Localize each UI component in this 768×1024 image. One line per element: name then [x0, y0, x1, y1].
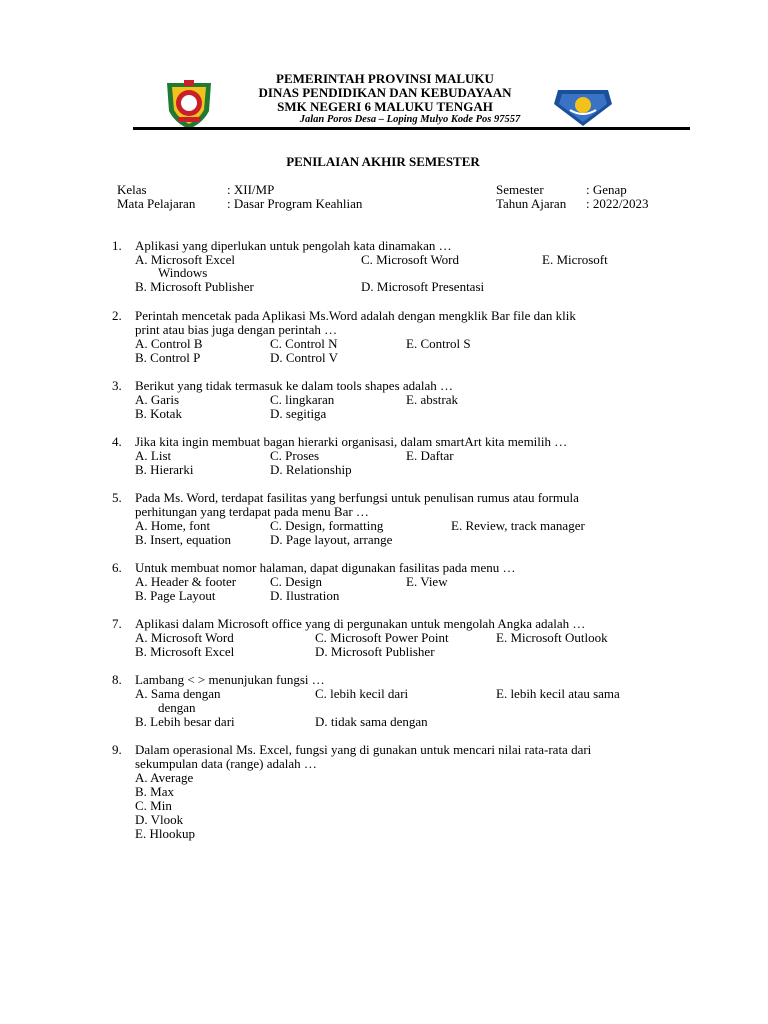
question-number: 9. — [112, 742, 122, 757]
option: C. Microsoft Word — [361, 252, 460, 267]
option: C. Min — [135, 798, 172, 813]
question-number: 6. — [112, 560, 122, 575]
option: B. Page Layout — [135, 588, 216, 603]
question-number: 1. — [112, 238, 122, 253]
mapel-label: Mata Pelajaran — [117, 196, 196, 211]
question-text: print atau bias juga dengan perintah … — [135, 322, 338, 337]
question-text: perhitungan yang terdapat pada menu Bar … — [135, 504, 369, 519]
question-text: Lambang < > menunjukan fungsi … — [135, 672, 325, 687]
option: B. Microsoft Publisher — [135, 279, 254, 294]
option: A. List — [135, 448, 172, 463]
option: B. Insert, equation — [135, 532, 232, 547]
header-line-1: PEMERINTAH PROVINSI MALUKU — [276, 71, 494, 86]
option: C. Control N — [270, 336, 338, 351]
option: D. tidak sama dengan — [315, 714, 428, 729]
question-text: Pada Ms. Word, terdapat fasilitas yang berfungsi untuk penulisan rumus atau formula — [135, 490, 579, 505]
question-text: Perintah mencetak pada Aplikasi Ms.Word adalah dengan mengklik Bar file dan klik — [135, 308, 576, 323]
option: A. Microsoft Excel — [135, 252, 236, 267]
option: B. Lebih besar dari — [135, 714, 235, 729]
option: E. lebih kecil atau sama — [496, 686, 620, 701]
province-logo — [163, 77, 215, 131]
option: D. Page layout, arrange — [270, 532, 393, 547]
question-number: 4. — [112, 434, 122, 449]
semester-value: : Genap — [586, 182, 627, 197]
option: C. Design, formatting — [270, 518, 384, 533]
question-number: 8. — [112, 672, 122, 687]
question-text: sekumpulan data (range) adalah … — [135, 756, 317, 771]
option: E. abstrak — [406, 392, 458, 407]
option: B. Control P — [135, 350, 201, 365]
header-divider — [133, 127, 690, 130]
option: C. Proses — [270, 448, 320, 463]
option: E. Microsoft — [542, 252, 608, 267]
option: A. Sama dengan — [135, 686, 221, 701]
option: D. Relationship — [270, 462, 352, 477]
option: B. Hierarki — [135, 462, 194, 477]
question-text: Aplikasi dalam Microsoft office yang di pergunakan untuk mengolah Angka adalah … — [135, 616, 586, 631]
option: E. Daftar — [406, 448, 454, 463]
header-line-3: SMK NEGERI 6 MALUKU TENGAH — [277, 99, 493, 114]
option: B. Kotak — [135, 406, 182, 421]
option: D. Ilustration — [270, 588, 340, 603]
option: E. View — [406, 574, 448, 589]
option: D. segitiga — [270, 406, 327, 421]
tahun-label: Tahun Ajaran — [496, 196, 567, 211]
option: D. Microsoft Presentasi — [361, 279, 485, 294]
option: D. Control V — [270, 350, 339, 365]
question-text: Untuk membuat nomor halaman, dapat digunakan fasilitas pada menu … — [135, 560, 516, 575]
option: C. lingkaran — [270, 392, 335, 407]
page-title: PENILAIAN AKHIR SEMESTER — [286, 154, 480, 169]
option: E. Hlookup — [135, 826, 195, 841]
option: E. Microsoft Outlook — [496, 630, 608, 645]
kelas-value: : XII/MP — [227, 182, 275, 197]
option: B. Max — [135, 784, 174, 799]
question-number: 3. — [112, 378, 122, 393]
header-address: Jalan Poros Desa – Loping Mulyo Kode Pos 97557 — [299, 114, 521, 125]
option: E. Control S — [406, 336, 471, 351]
question-number: 5. — [112, 490, 122, 505]
option-wrap: dengan — [158, 700, 196, 715]
question-text: Berikut yang tidak termasuk ke dalam tools shapes adalah … — [135, 378, 454, 393]
mapel-value: : Dasar Program Keahlian — [227, 196, 363, 211]
question-text: Aplikasi yang diperlukan untuk pengolah kata dinamakan … — [135, 238, 452, 253]
tahun-value: : 2022/2023 — [586, 196, 649, 211]
option: B. Microsoft Excel — [135, 644, 235, 659]
option: A. Average — [135, 770, 194, 785]
question-text: Jika kita ingin membuat bagan hierarki organisasi, dalam smartArt kita memilih … — [135, 434, 568, 449]
kelas-label: Kelas — [117, 182, 147, 197]
option-wrap: Windows — [158, 265, 208, 280]
question-number: 7. — [112, 616, 122, 631]
option: A. Header & footer — [135, 574, 237, 589]
option: C. Microsoft Power Point — [315, 630, 449, 645]
option: D. Microsoft Publisher — [315, 644, 435, 659]
option: D. Vlook — [135, 812, 184, 827]
option: C. lebih kecil dari — [315, 686, 409, 701]
option: A. Control B — [135, 336, 203, 351]
option: E. Review, track manager — [451, 518, 585, 533]
option: A. Home, font — [135, 518, 211, 533]
option: A. Garis — [135, 392, 180, 407]
question-number: 2. — [112, 308, 122, 323]
question-text: Dalam operasional Ms. Excel, fungsi yang di gunakan untuk mencari nilai rata-rata dari — [135, 742, 592, 757]
header-line-2: DINAS PENDIDIKAN DAN KEBUDAYAAN — [258, 85, 512, 100]
semester-label: Semester — [496, 182, 544, 197]
option: C. Design — [270, 574, 322, 589]
option: A. Microsoft Word — [135, 630, 234, 645]
